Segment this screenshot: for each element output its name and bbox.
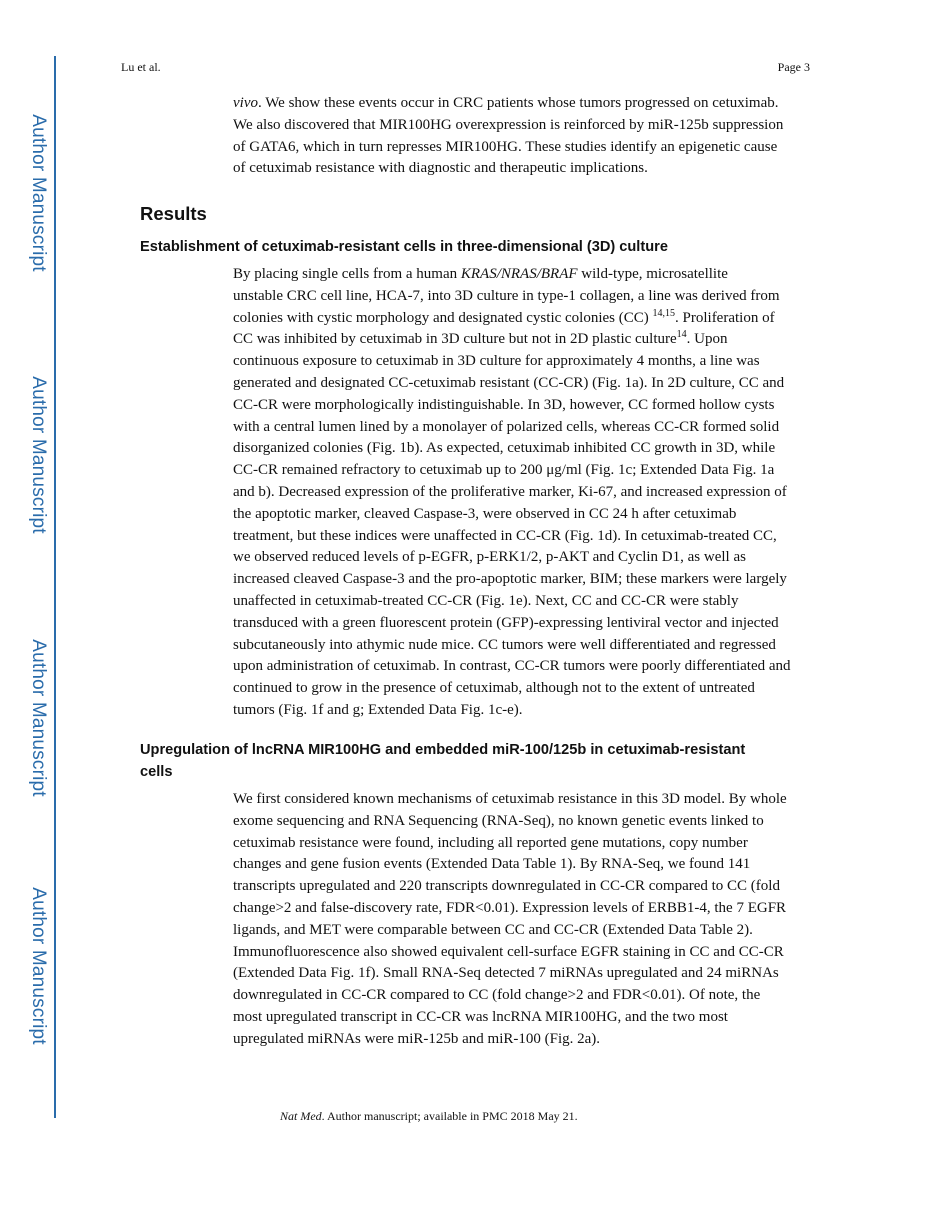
section1-paragraph: By placing single cells from a human KRAS/NRAS/BRAF wild-type, microsatellite unstable CRC cell line, HCA-7, into 3D culture in type-1 collagen, a line was derived from colonies with cystic morphology and designated cystic colonies (CC) $^{14,15}$. Proliferation of CC was inhibited by cetuximab in 3D culture but not in 2D plastic culture$^{14}$. Upon continuous exposure to cetuximab in 3D culture for approximately 4 months, a line was generated and designated CC-cetuximab resistant (CC-CR) (Fig. 1a). In 2D culture, CC and CC-CR were morphologically indistinguishable. In 3D, however, CC formed hollow cysts with a central lumen lined by a monolayer of polarized cells, whereas CC-CR formed solid disorganized colonies (Fig. 1b). As expected, cetuximab inhibited CC growth in 3D, while CC-CR remained refractory to cetuximab up to 200 μg/ml (Fig. 1c; Extended Data Fig. 1a and b). Decreased expression of the proliferative marker, Ki-67, and increased expression of the apoptotic marker, cleaved Caspase-3, were observed in CC 24 h after cetuximab treatment, but these indices were unaffected in CC-CR (Fig. 1d). In cetuximab-treated CC, we observed reduced levels of p-EGFR, p-ERK1/2, p-AKT and Cyclin D1, as well as increased cleaved Caspase-3 and the pro-apoptotic marker, BIM; these markers were largely unaffected in cetuximab-treated CC-CR (Fig. 1e). Next, CC and CC-CR were stably transduced with a green fluorescent protein (GFP)-expressing lentiviral vector and injected subcutaneously into athymic nude mice. CC tumors were well differentiated and regressed upon administration of cetuximab. In contrast, CC-CR tumors were poorly differentiated and continued to grow in the presence of cetuximab, although not to the extent of untreated tumors (Fig. 1f and g; Extended Data Fig. 1c-e). (233, 266, 791, 718)
page-number: Page 3 (777, 60, 810, 74)
section-heading: Establishment of cetuximab-resistant cells in three-dimensional (3D) culture (140, 239, 668, 255)
citation-superscript: 14,15 (652, 307, 676, 319)
sidebar-divider (54, 56, 56, 1118)
running-head-author: Lu et al. (121, 60, 161, 74)
citation-superscript: 14 (676, 329, 687, 341)
section-heading: Upregulation of lncRNA MIR100HG and embedded miR-100/125b in cetuximab-resistant cells (140, 742, 746, 780)
page-footer: Nat Med. Author manuscript; available in PMC 2018 May 21. (280, 1109, 578, 1123)
intro-paragraph: vivo. We show these events occur in CRC patients whose tumors progressed on cetuximab. We also discovered that MIR100HG overexpression is reinforced by miR-125b suppression of GATA6, which in turn represses MIR100HG. These studies identify an epigenetic cause of cetuximab resistance with diagnostic and therapeutic implications. (233, 95, 784, 177)
results-heading: Results (140, 203, 207, 224)
section2-paragraph: We first considered known mechanisms of cetuximab resistance in this 3D model. By whole exome sequencing and RNA Sequencing (RNA-Seq), no known genetic events linked to cetuximab resistance were found, including all reported gene mutations, copy number changes and gene fusion events (Extended Data Table 1). By RNA-Seq, we found 141 transcripts upregulated and 220 transcripts downregulated in CC-CR compared to CC (fold change>2 and false-discovery rate, FDR<0.01). Expression levels of ERBB1-4, the 7 EGFR ligands, and MET were comparable between CC and CC-CR (Extended Data Table 2). Immunofluorescence also showed equivalent cell-surface EGFR staining in CC and CC-CR (Extended Data Fig. 1f). Small RNA-Seq detected 7 miRNAs upregulated and 24 miRNAs downregulated in CC-CR compared to CC (fold change>2 and FDR<0.01). Of note, the most upregulated transcript in CC-CR was lncRNA MIR100HG, and the two most upregulated miRNAs were miR-125b and miR-100 (Fig. 2a). (233, 791, 787, 1047)
